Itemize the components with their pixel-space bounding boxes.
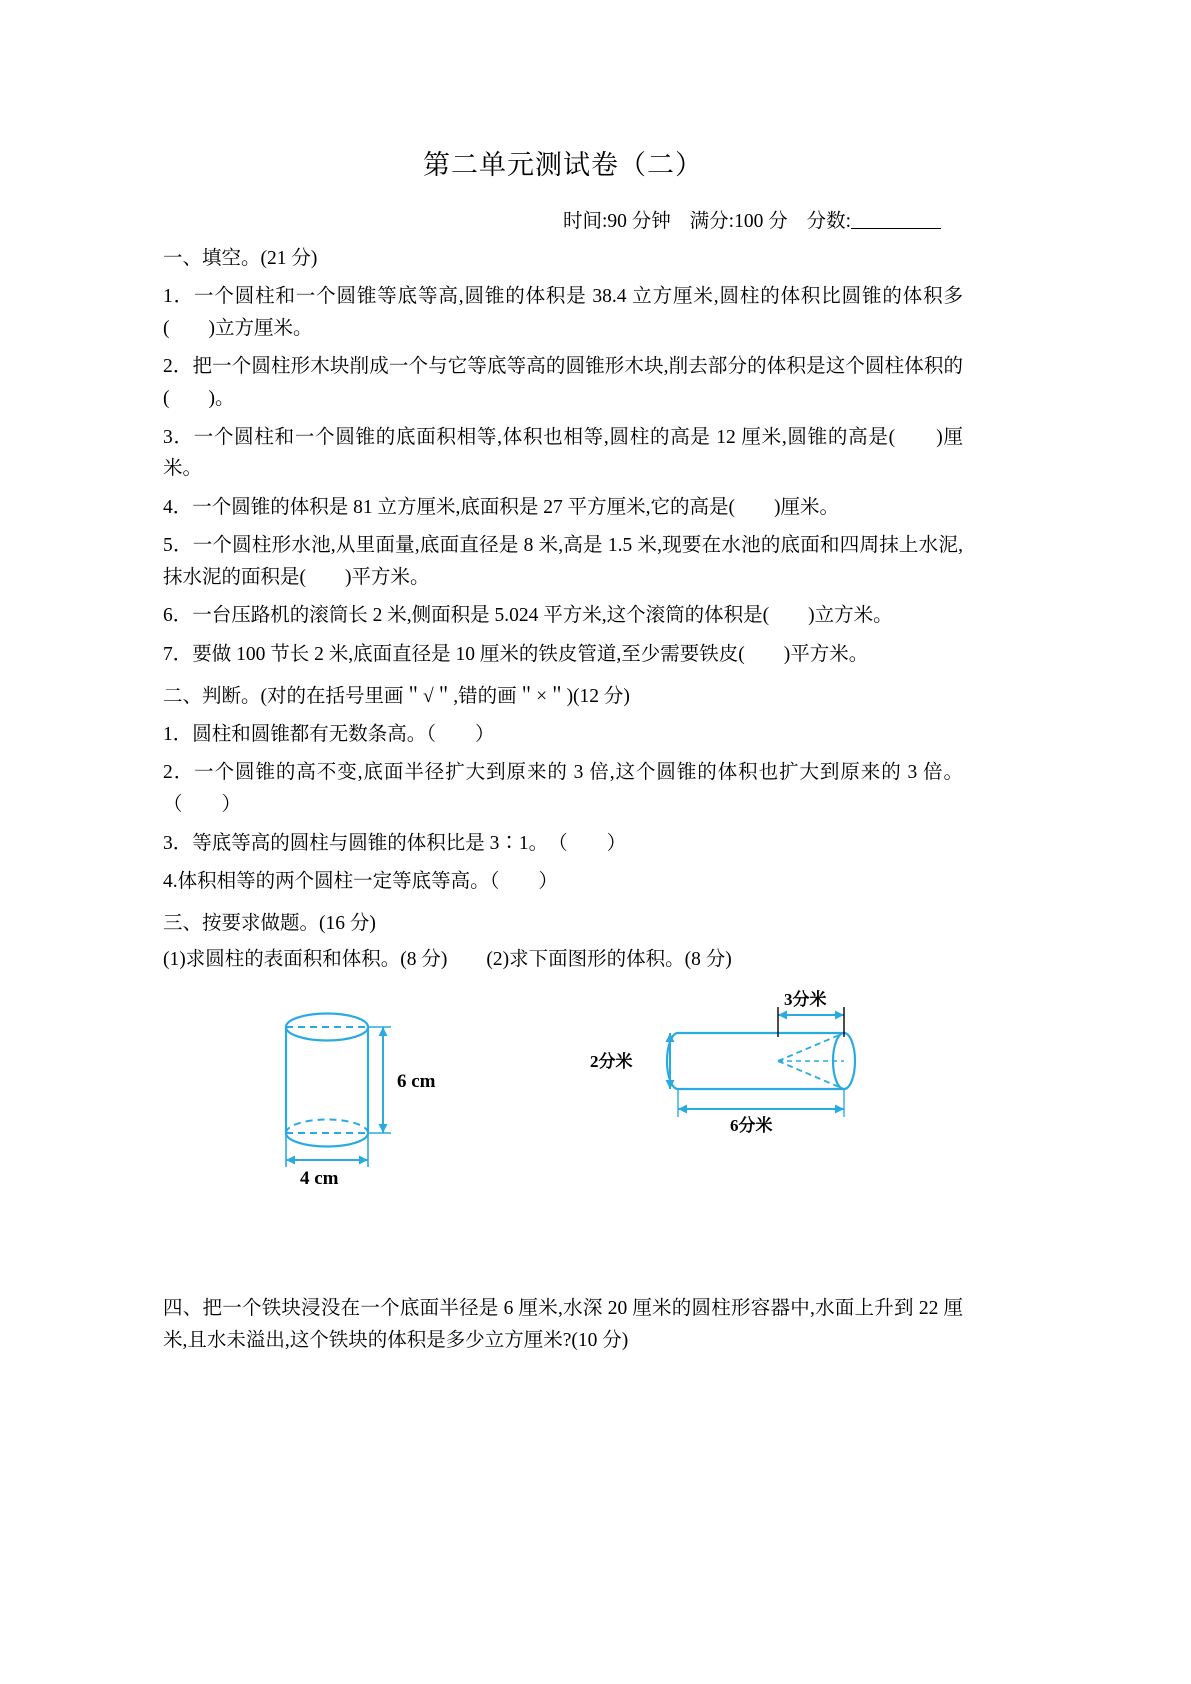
section-4-question: 四、把一个铁块浸没在一个底面半径是 6 厘米,水深 20 厘米的圆柱形容器中,水面上升到 22 厘米,且水未溢出,这个铁块的体积是多少立方厘米?(10 分)	[163, 1298, 963, 1352]
cone-svg	[590, 990, 908, 1157]
page-title: 第二单元测试卷（二）	[423, 150, 703, 180]
question-1-7: 7．要做 100 节长 2 米,底面直径是 10 厘米的铁皮管道,至少需要铁皮( )平方米。	[163, 644, 869, 665]
cylinder-height-label: 6 cm	[397, 1071, 436, 1093]
figures-row	[163, 987, 963, 1197]
cylinder-svg	[258, 1005, 448, 1190]
question-1-1: 1．一个圆柱和一个圆锥等底等高,圆锥的体积是 38.4 立方厘米,圆柱的体积比圆锥的体积多( )立方厘米。	[163, 286, 963, 339]
exam-time: 时间:90 分钟	[562, 211, 671, 232]
question-2-3: 3．等底等高的圆柱与圆锥的体积比是 3∶1。 （ ）	[163, 832, 627, 854]
question-2-2: 2．一个圆锥的高不变,底面半径扩大到原来的 3 倍,这个圆锥的体积也扩大到原来的 3 倍。（ ）	[163, 762, 963, 815]
question-1-4: 4．一个圆锥的体积是 81 立方厘米,底面积是 27 平方厘米,它的高是( )厘米。	[163, 496, 839, 518]
answer-space	[163, 1197, 963, 1293]
question-1-3: 3．一个圆柱和一个圆锥的底面积相等,体积也相等,圆柱的高是 12 厘米,圆锥的高是( )厘米。	[163, 426, 963, 480]
exam-score-label: 分数:	[806, 211, 851, 232]
exam-total-score: 满分:100 分	[689, 211, 788, 232]
figure-cylinder	[258, 1005, 448, 1190]
section-heading-true-false: 二、判断。(对的在括号里画＂√＂,错的画＂×＂)(12 分)	[163, 685, 630, 707]
cone-bottom-label: 6分米	[730, 1116, 773, 1136]
cone-top-label: 3分米	[784, 990, 827, 1010]
section-heading-solve: 三、按要求做题。(16 分)	[163, 912, 376, 934]
section-3-subprompt: (1)求圆柱的表面积和体积。(8 分) (2)求下面图形的体积。(8 分)	[163, 948, 732, 970]
exam-meta	[163, 205, 963, 233]
cylinder-diameter-label: 4 cm	[300, 1168, 339, 1190]
question-2-4: 4.体积相等的两个圆柱一定等底等高。（ ）	[163, 871, 558, 893]
question-1-6: 6．一台压路机的滚筒长 2 米,侧面积是 5.024 平方米,这个滚筒的体积是( )立方米。	[163, 605, 893, 627]
figure-cone-composite	[590, 990, 908, 1157]
question-2-1: 1．圆柱和圆锥都有无数条高。（ ）	[163, 723, 495, 745]
page-content	[163, 0, 963, 1357]
question-1-2: 2．把一个圆柱形木块削成一个与它等底等高的圆锥形木块,削去部分的体积是这个圆柱体积的( )。	[163, 356, 963, 409]
score-blank-rule	[851, 228, 941, 229]
section-heading-fill-blank: 一、填空。(21 分)	[163, 248, 318, 269]
cone-left-label: 2分米	[590, 1052, 633, 1072]
question-1-5: 5．一个圆柱形水池,从里面量,底面直径是 8 米,高是 1.5 米,现要在水池的底面和四周抹上水泥,抹水泥的面积是( )平方米。	[163, 535, 963, 588]
